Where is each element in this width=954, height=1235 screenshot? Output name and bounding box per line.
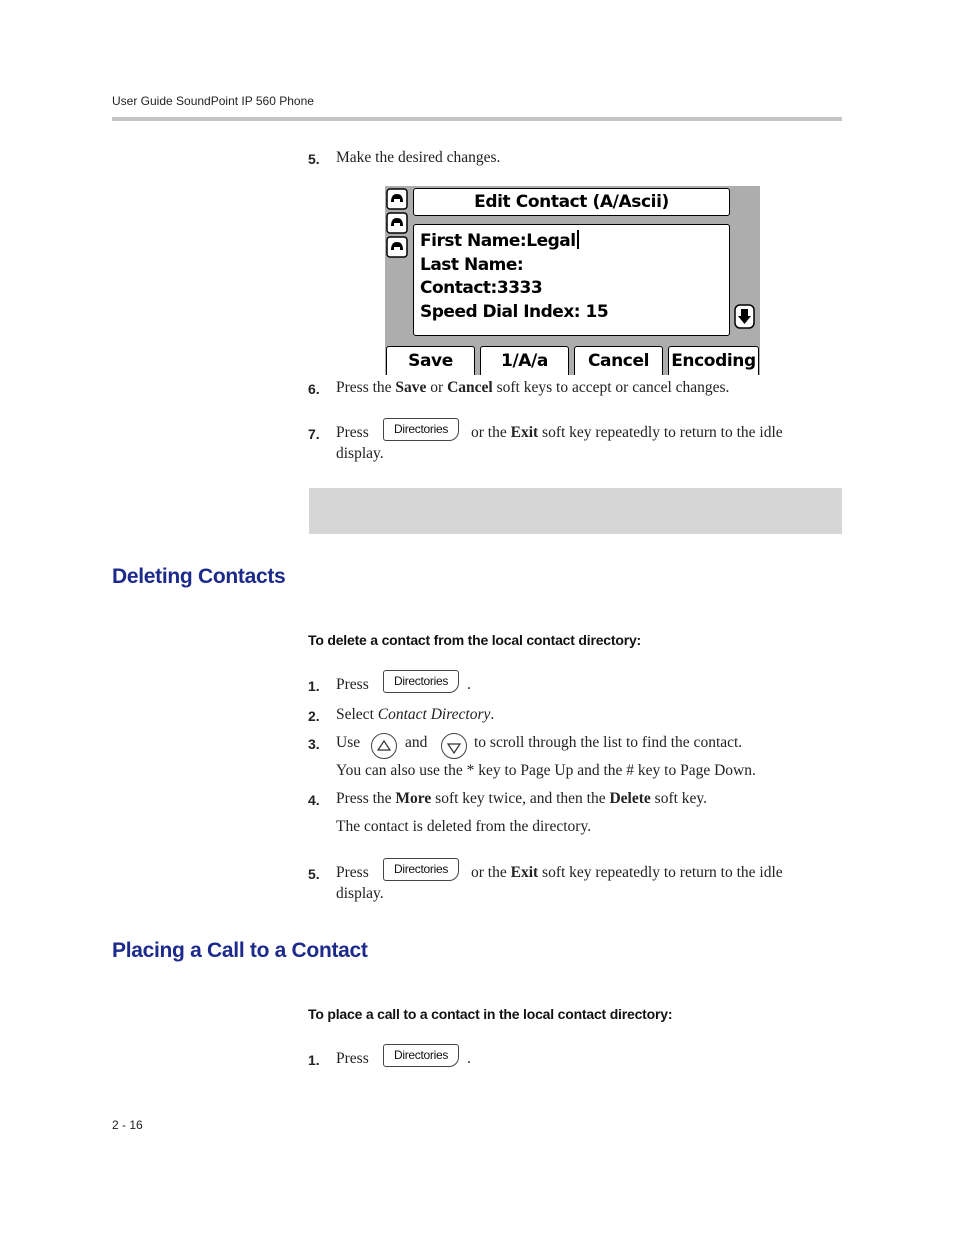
step-text: Use: [336, 734, 361, 751]
step-text: Press: [336, 424, 369, 441]
step-subtext: You can also use the * key to Page Up and the # key to Page Down.: [336, 762, 756, 779]
up-arrow-icon: [377, 740, 391, 752]
step-text: .: [467, 676, 471, 693]
step-number: 5.: [308, 151, 320, 167]
field-last-name[interactable]: Last Name:: [420, 254, 524, 275]
note-box: [309, 488, 842, 534]
step-text: Press: [336, 676, 369, 693]
field-first-name[interactable]: First Name:Legal: [420, 230, 729, 254]
step-text: to scroll through the list to find the contact.: [474, 734, 743, 751]
step-text: Make the desired changes.: [336, 149, 501, 166]
running-header: User Guide SoundPoint IP 560 Phone: [112, 94, 314, 108]
step-number: 2.: [308, 708, 320, 724]
section-title-deleting: Deleting Contacts: [112, 565, 286, 588]
procedure-title: To place a call to a contact in the local contact directory:: [308, 1006, 673, 1022]
field-speed-dial[interactable]: Speed Dial Index: 15: [420, 301, 609, 322]
step-text: Press the More soft key twice, and then the Delete soft key.: [336, 790, 708, 807]
step-number: 6.: [308, 381, 320, 397]
step-text-cont: display.: [336, 885, 384, 902]
procedure-title: To delete a contact from the local contact directory:: [308, 632, 641, 648]
down-arrow-icon: [447, 742, 461, 754]
step-text: Press: [336, 864, 369, 881]
screen-title: Edit Contact (A/Ascii): [413, 188, 730, 216]
line-phone-icon: [386, 212, 408, 234]
phone-screen: [385, 186, 760, 375]
softkey-mode[interactable]: 1/A/a: [480, 346, 569, 375]
directories-key[interactable]: Directories: [383, 1044, 459, 1067]
line-phone-icon: [386, 188, 408, 210]
directories-key[interactable]: Directories: [383, 858, 459, 881]
page-number: 2 - 16: [112, 1118, 143, 1132]
step-text: Press: [336, 1050, 369, 1067]
step-text-cont: display.: [336, 445, 384, 462]
step-text: Select Contact Directory.: [336, 706, 495, 723]
step-text: or the Exit soft key repeatedly to return to the idle: [471, 864, 783, 881]
softkey-save[interactable]: Save: [386, 346, 475, 375]
step-number: 1.: [308, 678, 320, 694]
down-arrow-key[interactable]: [441, 733, 467, 759]
line-phone-icon: [386, 236, 408, 258]
step-text: and: [405, 734, 428, 751]
step-text: or the Exit soft key repeatedly to return to the idle: [471, 424, 783, 441]
step-text: .: [467, 1050, 471, 1067]
scroll-down-icon: [734, 304, 755, 329]
step-number: 7.: [308, 426, 320, 442]
up-arrow-key[interactable]: [371, 733, 397, 759]
step-subtext: The contact is deleted from the directory.: [336, 818, 592, 835]
section-title-placing: Placing a Call to a Contact: [112, 939, 368, 962]
step-number: 4.: [308, 792, 320, 808]
step-text: Press the Save or Cancel soft keys to accept or cancel changes.: [336, 379, 730, 396]
step-number: 5.: [308, 866, 320, 882]
softkey-cancel[interactable]: Cancel: [574, 346, 663, 375]
softkey-encoding[interactable]: Encoding: [668, 346, 759, 375]
step-number: 1.: [308, 1052, 320, 1068]
step-number: 3.: [308, 736, 320, 752]
directories-key[interactable]: Directories: [383, 670, 459, 693]
header-rule: [112, 117, 842, 121]
directories-key[interactable]: Directories: [383, 418, 459, 441]
text-cursor: [577, 230, 579, 249]
contact-fields: [413, 224, 730, 336]
field-contact[interactable]: Contact:3333: [420, 278, 543, 298]
